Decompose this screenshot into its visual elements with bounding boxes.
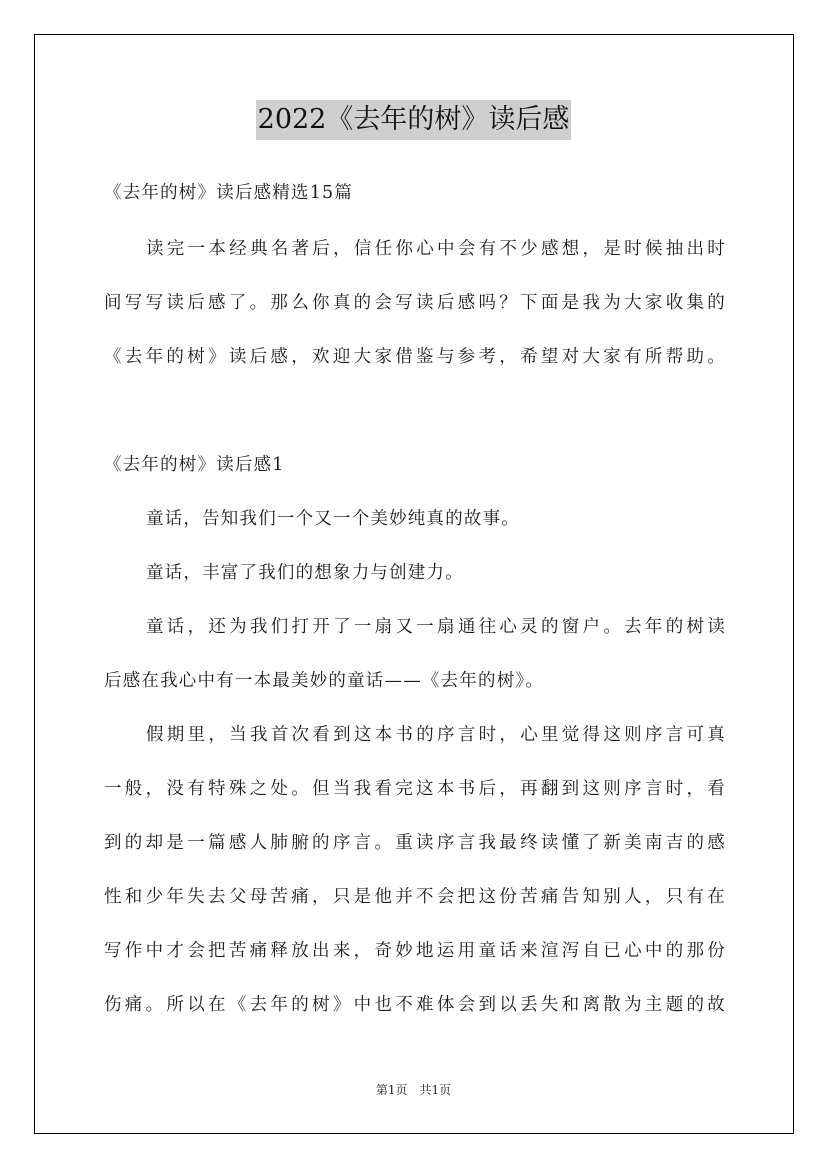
paragraph-line: 假期里，当我首次看到这本书的序言时，心里觉得这则序言可真: [146, 725, 726, 745]
section-heading: 《去年的树》读后感1: [104, 455, 285, 475]
paragraph-line: 性和少年失去父母苦痛，只是他并不会把这份苦痛告知别人，只有在: [104, 887, 726, 907]
paragraph-line: 到的却是一篇感人肺腑的序言。重读序言我最终读懂了新美南吉的感: [104, 833, 726, 853]
title-container: [0, 100, 827, 140]
document-title: 2022《去年的树》读后感: [256, 100, 572, 140]
paragraph-line: 间写写读后感了。那么你真的会写读后感吗？下面是我为大家收集的: [104, 293, 726, 313]
subtitle-line: 《去年的树》读后感精选15篇: [104, 183, 354, 203]
paragraph-line: 伤痛。所以在《去年的树》中也不难体会到以丢失和离散为主题的故: [104, 995, 726, 1015]
paragraph-line: 后感在我心中有一本最美妙的童话——《去年的树》。: [104, 671, 545, 691]
paragraph-line: 童话，丰富了我们的想象力与创建力。: [146, 563, 464, 583]
page-footer: 第1页 共1页: [375, 1083, 452, 1097]
paragraph-line: 写作中才会把苦痛释放出来，奇妙地运用童话来渲泻自已心中的那份: [104, 941, 726, 961]
paragraph-line: 童话，告知我们一个又一个美妙纯真的故事。: [146, 509, 520, 529]
paragraph-line: 《去年的树》读后感，欢迎大家借鉴与参考，希望对大家有所帮助。: [104, 347, 726, 367]
paragraph-line: 读完一本经典名著后，信任你心中会有不少感想，是时候抽出时: [146, 239, 726, 259]
paragraph-line: 童话，还为我们打开了一扇又一扇通往心灵的窗户。去年的树读: [146, 617, 726, 637]
paragraph-line: 一般，没有特殊之处。但当我看完这本书后，再翻到这则序言时，看: [104, 779, 726, 799]
